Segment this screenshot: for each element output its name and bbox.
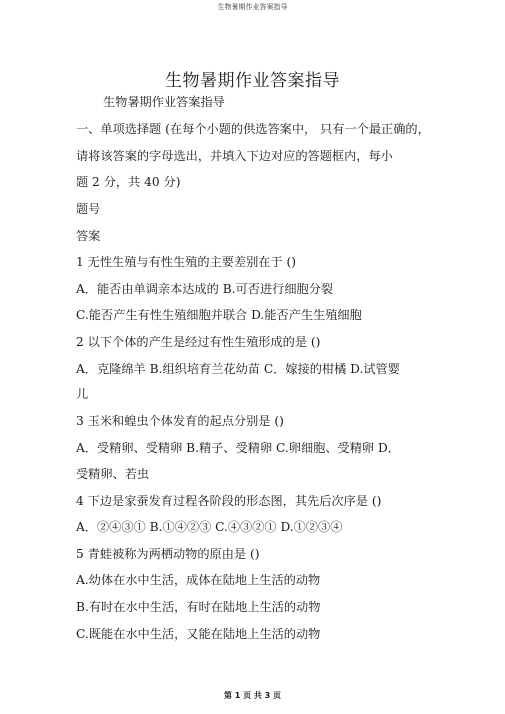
question-2-options-wrap: 儿 [76, 387, 89, 401]
running-header: 生物暑期作业答案指导 [217, 3, 288, 11]
question-3-options: A．受精卵、受精卵 B.精子、受精卵 C.卵细胞、受精卵 D． [76, 441, 400, 455]
question-5-option-c: C.既能在水中生活，又能在陆地上生活的动物 [76, 627, 321, 641]
subtitle-line: 生物暑期作业答案指导 [103, 95, 225, 109]
answer-grid-label-answer: 答案 [76, 229, 101, 243]
section-heading-line-2: 请将该答案的字母选出，并填入下边对应的答题框内，每小 [76, 149, 393, 163]
question-5-stem: 5 青蛙被称为两栖动物的原由是 () [76, 547, 260, 561]
page-number-footer: 第 1 页 共 3 页 [223, 691, 282, 700]
question-2-options: A．克隆绵羊 B.组织培育兰花幼苗 C．嫁接的柑橘 D.试管婴 [76, 362, 400, 376]
question-2-stem: 2 以下个体的产生是经过有性生殖形成的是 () [76, 335, 321, 349]
section-heading-line-3: 题 2 分，共 40 分) [76, 175, 181, 189]
question-3-stem: 3 玉米和蝗虫个体发育的起点分别是 () [76, 414, 284, 428]
question-1-stem: 1 无性生殖与有性生殖的主要差别在于 () [76, 255, 297, 269]
question-1-options-a-b: A．能否由单调亲本达成的 B.可否进行细胞分裂 [76, 282, 334, 296]
answer-grid-label-question: 题号 [76, 202, 101, 216]
question-4-options: A．②④③① B.①④②③ C.④③②① D.①②③④ [76, 520, 343, 534]
document-title: 生物暑期作业答案指导 [165, 71, 340, 91]
question-1-options-c-d: C.能否产生有性生殖细胞并联合 D.能否产生生殖细胞 [76, 308, 362, 322]
question-3-options-wrap: 受精卵、若虫 [76, 467, 150, 481]
section-heading-line-1: 一、单项选择题 (在每个小题的供选答案中， 只有一个最正确的， [76, 122, 430, 136]
question-4-stem: 4 下边是家蚕发育过程各阶段的形态图，其先后次序是 () [76, 494, 382, 508]
question-5-option-a: A.幼体在水中生活，成体在陆地上生活的动物 [76, 573, 321, 587]
question-5-option-b: B.有时在水中生活，有时在陆地上生活的动物 [76, 600, 321, 614]
